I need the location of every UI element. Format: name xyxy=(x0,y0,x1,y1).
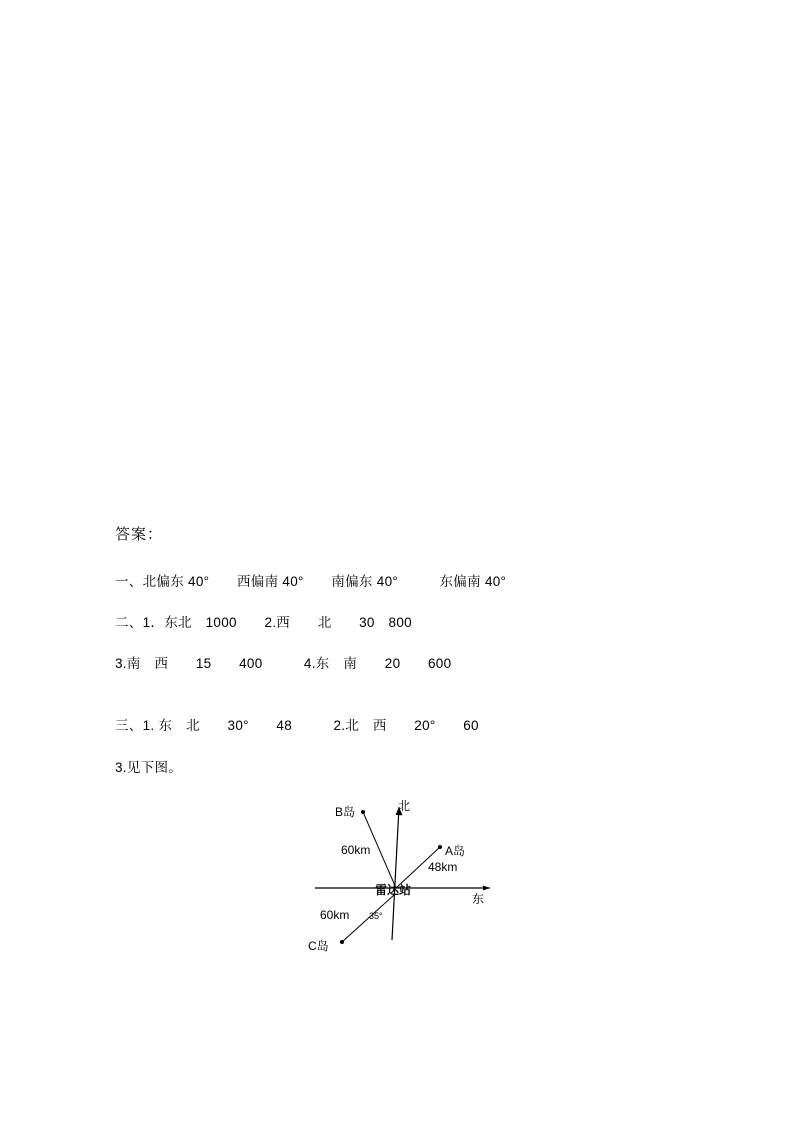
answer-line-5: 3.见下图。 xyxy=(115,760,183,775)
b-island-label: B岛 xyxy=(335,805,356,819)
north-label: 北 xyxy=(398,799,411,813)
answer-line-4: 三、1. 东 北 30° 48 2.北 西 20° 60 xyxy=(115,718,479,733)
direction-diagram xyxy=(300,785,530,965)
east-label: 东 xyxy=(472,892,485,906)
point-b xyxy=(361,810,365,814)
b-distance-label: 60km xyxy=(341,843,371,857)
answer-line-2: 二、1．东北 1000 2.西 北 30 800 xyxy=(115,615,412,630)
answer-heading: 答案： xyxy=(115,526,164,543)
c-island-label: C岛 xyxy=(308,939,329,953)
c-angle-label: 35° xyxy=(369,911,383,921)
c-distance-label: 60km xyxy=(320,908,350,922)
a-island-label: A岛 xyxy=(445,844,466,858)
origin-label: 雷达站 xyxy=(375,883,412,897)
north-south-axis xyxy=(392,807,399,940)
a-distance-label: 48km xyxy=(428,860,458,874)
ray-to-c xyxy=(342,895,394,942)
answer-line-1: 一、北偏东 40° 西偏南 40° 南偏东 40° 东偏南 40° xyxy=(115,574,507,589)
point-a xyxy=(438,845,442,849)
east-arrow-head xyxy=(483,886,490,891)
answer-line-3: 3.南 西 15 400 4.东 南 20 600 xyxy=(115,656,452,671)
point-c xyxy=(340,940,344,944)
